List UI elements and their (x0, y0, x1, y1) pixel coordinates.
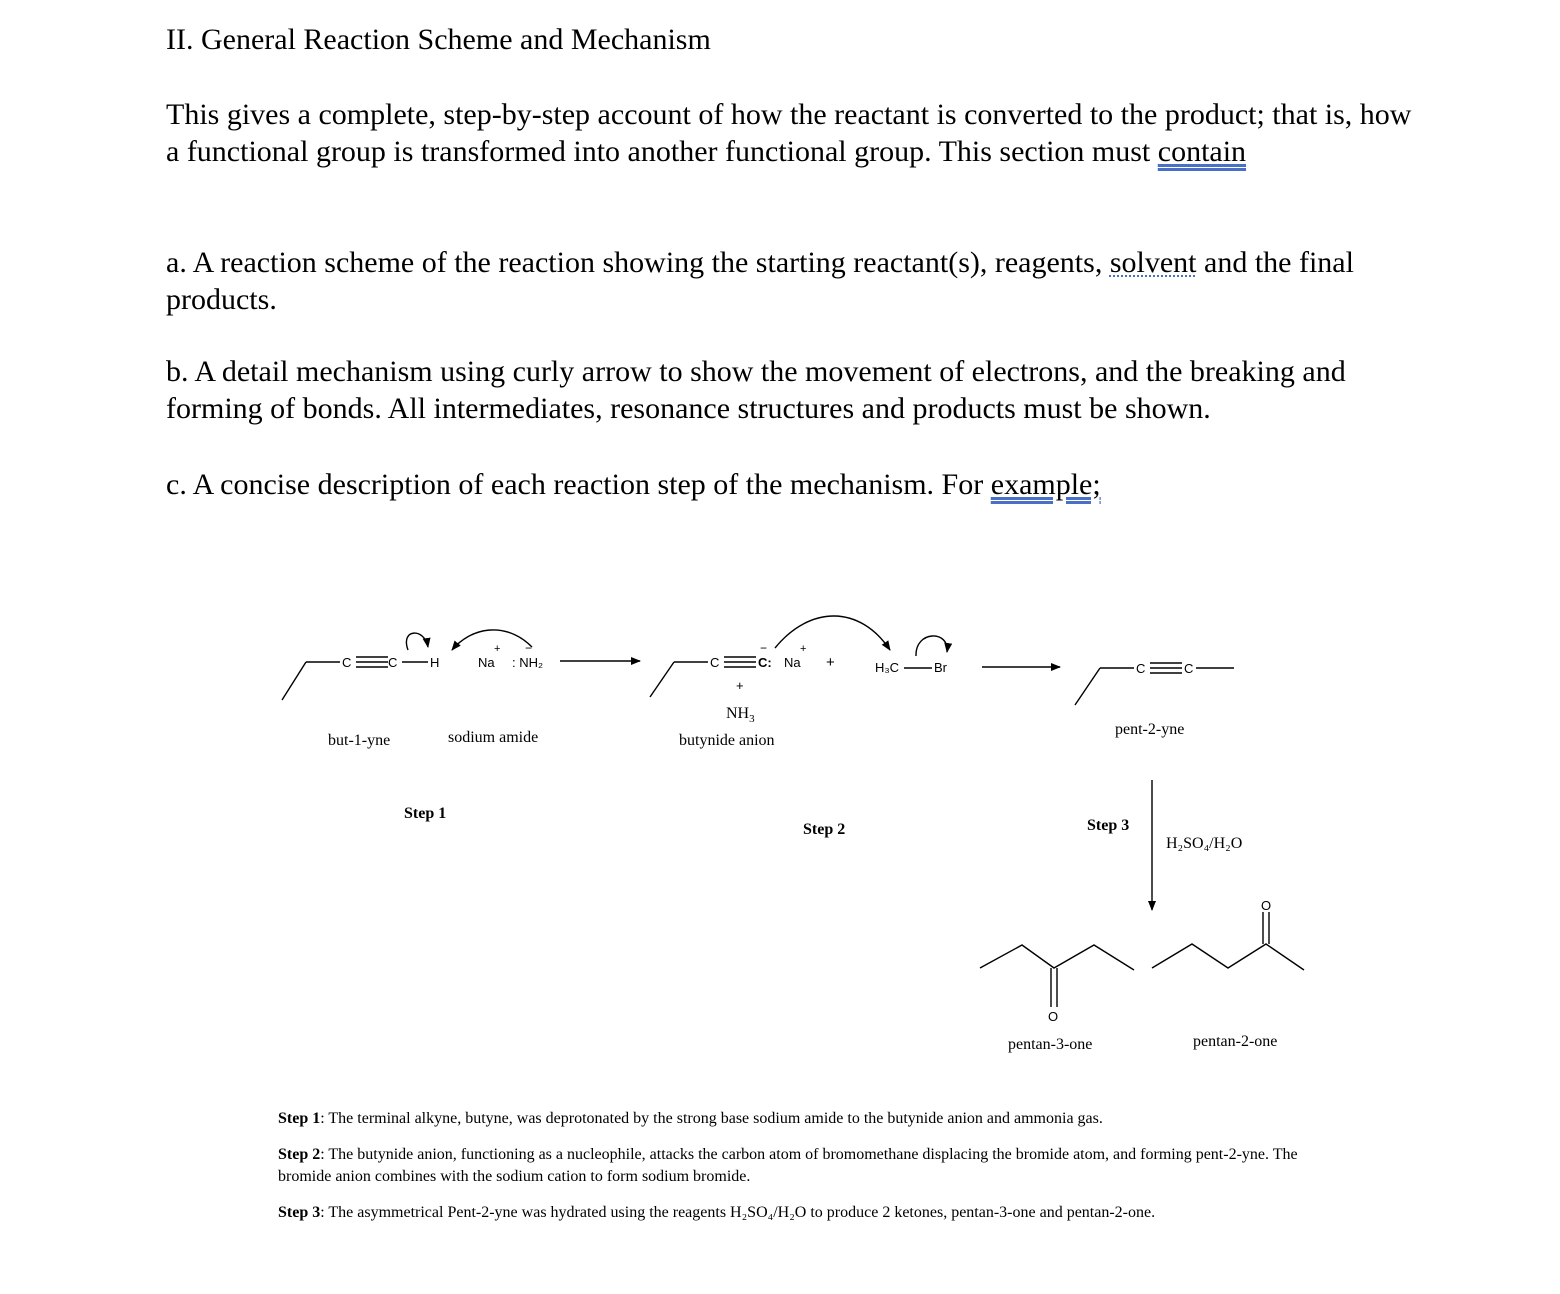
item-c-underlined: example; (990, 468, 1101, 501)
curly-arrow-nucleophilic-attack (775, 616, 890, 650)
label-step-3: Step 3 (1087, 817, 1130, 834)
charge-c-minus: − (760, 641, 768, 655)
step-description-2: Step 2: The butynide anion, functioning as a nucleophile, attacks the carbon atom of bromomethane displacing the bromide atom, and forming pent-2-yne. The bromide anion combines with the sodium cation to form sodium bromide. (278, 1146, 1298, 1185)
item-a-underlined: solvent (1109, 246, 1197, 279)
atom-c6: C (1184, 661, 1194, 676)
step-description-3: Step 3: The asymmetrical Pent-2-yne was hydrated using the reagents H₂SO₄/H₂O to produce 2 ketones, pentan-3-one and pentan-2-one. (278, 1204, 1156, 1221)
charge-na-plus-2: + (800, 643, 807, 655)
label-sodium-amide: sodium amide (448, 729, 539, 746)
step-description-1: Step 1: The terminal alkyne, butyne, was deprotonated by the strong base sodium amide to the butynide anion and ammonia gas. (278, 1110, 1103, 1127)
atom-c1: C (342, 655, 352, 670)
pentyne-structure (1075, 663, 1234, 705)
step-descriptions (278, 1108, 1318, 1238)
label-butynide: butynide anion (679, 732, 775, 749)
atom-na-2: Na (784, 655, 801, 670)
label-step-1: Step 1 (404, 805, 447, 822)
plus-sign-1: + (826, 654, 835, 671)
atom-h3c: H₃C (875, 660, 900, 675)
pentan-2-one-structure (1152, 912, 1304, 970)
intro-underlined-word: contain (1157, 135, 1247, 168)
section-title: II. General Reaction Scheme and Mechanism (166, 23, 711, 56)
charge-nh2-minus: − (525, 641, 533, 655)
item-b: b. A detail mechanism using curly arrow to show the movement of electrons, and the breaking and forming of bonds. All intermediates, resonance structures and products must be shown. (166, 355, 1346, 425)
atom-c3: C (710, 655, 720, 670)
label-nh3: $NH_3$ (726, 705, 755, 726)
atom-o-2: O (1261, 898, 1272, 913)
plus-sign-2: + (736, 678, 744, 693)
pentan-3-one-structure (980, 945, 1134, 1007)
label-butyne: but-1-yne (328, 732, 391, 749)
atom-br: Br (934, 660, 947, 675)
atom-nh2: : NH₂ (512, 655, 544, 670)
label-pentan-2-one: pentan-2-one (1193, 1033, 1278, 1050)
curly-arrow-deprotonation (452, 630, 532, 650)
item-a-after: and the final products. (166, 246, 1354, 316)
label-pentan-3-one: pentan-3-one (1008, 1036, 1093, 1053)
atom-c2: C (388, 655, 398, 670)
label-reagent: H₂SO₄/H₂O (1166, 835, 1243, 852)
atom-c4-anion: C: (758, 655, 772, 670)
item-a-before: a. A reaction scheme of the reaction showing the starting reactant(s), reagents, (166, 246, 1110, 279)
intro-text: This gives a complete, step-by-step account of how the reactant is converted to the product; that is, how a functional group is transformed into another functional group. This section must (166, 98, 1412, 168)
item-c-before: c. A concise description of each reaction step of the mechanism. For (166, 468, 991, 501)
curly-arrow-leaving-group (916, 636, 947, 656)
atom-c5: C (1136, 661, 1146, 676)
curly-arrow-bond-break (406, 633, 428, 650)
atom-h: H (430, 655, 440, 670)
label-pentyne: pent-2-yne (1115, 721, 1185, 738)
atom-na-1: Na (478, 655, 495, 670)
atom-o-1: O (1048, 1009, 1059, 1024)
charge-na-plus-1: + (494, 643, 501, 655)
label-step-2: Step 2 (803, 821, 846, 838)
